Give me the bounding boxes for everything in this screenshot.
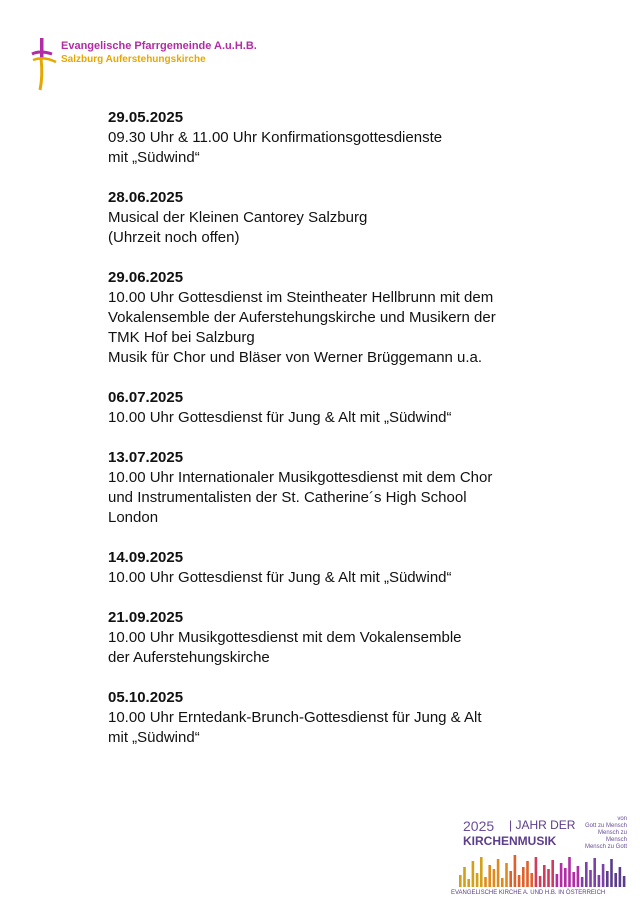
event-list	[108, 108, 558, 768]
music-bar	[493, 869, 496, 887]
music-bar	[614, 873, 617, 887]
event-date: 21.09.2025	[108, 609, 184, 626]
music-bar	[535, 857, 538, 887]
event-item	[108, 548, 558, 588]
logo-motto-line: Gott zu Mensch	[584, 823, 627, 829]
event-description-line: TMK Hof bei Salzburg	[108, 329, 255, 346]
music-bar	[610, 859, 613, 887]
event-description-line: 09.30 Uhr & 11.00 Uhr Konfirmationsgottesdienste	[108, 129, 443, 146]
music-bar	[551, 860, 554, 887]
music-bar	[467, 879, 470, 887]
music-bar	[505, 863, 508, 887]
logo-subtitle: EVANGELISCHE KIRCHE A. UND H.B. IN ÖSTERREICH	[451, 890, 606, 896]
event-description-line: 10.00 Uhr Gottesdienst für Jung & Alt mit „Südwind“	[108, 409, 452, 426]
music-bar	[501, 878, 504, 887]
event-description-line: mit „Südwind“	[108, 149, 200, 166]
event-description-line: Musical der Kleinen Cantorey Salzburg	[108, 209, 368, 226]
logo-title-part1: | JAHR DER	[509, 818, 576, 832]
organization-name	[61, 40, 257, 66]
cross-logo-icon	[30, 36, 64, 92]
event-item	[108, 268, 558, 368]
music-bar	[581, 877, 584, 887]
event-description-line: der Auferstehungskirche	[108, 649, 270, 666]
event-item	[108, 108, 558, 168]
event-description-line: 10.00 Uhr Internationaler Musikgottesdienst mit dem Chor	[108, 469, 493, 486]
event-description-line: und Instrumentalisten der St. Catherine´s High School	[108, 489, 467, 506]
music-bar	[606, 871, 609, 887]
music-bar	[602, 864, 605, 887]
music-bar	[568, 857, 571, 887]
music-bar	[509, 871, 512, 887]
music-bar	[522, 867, 525, 887]
org-name-line1: Evangelische Pfarrgemeinde A.u.H.B.	[61, 40, 257, 52]
event-date: 28.06.2025	[108, 189, 184, 206]
music-bar	[589, 870, 592, 887]
music-bar	[488, 865, 491, 887]
music-bar	[530, 873, 533, 887]
event-date: 14.09.2025	[108, 549, 184, 566]
music-bar	[514, 855, 517, 887]
logo-motto-line: Mensch zu Gott	[584, 844, 627, 850]
music-bar	[518, 875, 521, 887]
music-bar	[526, 861, 529, 887]
event-description-line: 10.00 Uhr Gottesdienst für Jung & Alt mit „Südwind“	[108, 569, 452, 586]
logo-year: 2025	[463, 818, 495, 834]
music-bar	[543, 865, 546, 887]
year-of-church-music-logo	[447, 812, 632, 902]
org-name-line2: Salzburg Auferstehungskirche	[61, 54, 206, 65]
music-bars-icon	[459, 851, 629, 887]
event-item	[108, 688, 558, 748]
event-description-line: 10.00 Uhr Erntedank-Brunch-Gottesdienst für Jung & Alt	[108, 709, 482, 726]
music-bar	[480, 857, 483, 887]
event-date: 06.07.2025	[108, 389, 184, 406]
music-bar	[572, 872, 575, 887]
music-bar	[619, 867, 622, 887]
music-bar	[476, 873, 479, 887]
event-description-line: London	[108, 509, 159, 526]
music-bar	[564, 868, 567, 887]
event-date: 13.07.2025	[108, 449, 184, 466]
music-bar	[593, 858, 596, 887]
event-date: 29.06.2025	[108, 269, 184, 286]
music-bar	[539, 876, 542, 887]
music-bar	[484, 877, 487, 887]
event-item	[108, 388, 558, 428]
event-description-line: Musik für Chor und Bläser von Werner Brüggemann u.a.	[108, 349, 483, 366]
event-item	[108, 188, 558, 248]
logo-motto-line: von	[617, 816, 627, 822]
logo-title-part2: KIRCHENMUSIK	[463, 834, 557, 848]
music-bar	[598, 875, 601, 887]
music-bar	[577, 866, 580, 887]
music-bar	[472, 861, 475, 887]
event-description-line: 10.00 Uhr Musikgottesdienst mit dem Vokalensemble	[108, 629, 462, 646]
event-description-line: mit „Südwind“	[108, 729, 200, 746]
music-bar	[623, 876, 626, 887]
music-bar	[585, 862, 588, 887]
music-bar	[497, 859, 500, 887]
event-description-line: 10.00 Uhr Gottesdienst im Steintheater Hellbrunn mit dem	[108, 289, 494, 306]
event-description-line: (Uhrzeit noch offen)	[108, 229, 240, 246]
music-bar	[459, 875, 462, 887]
event-date: 05.10.2025	[108, 689, 184, 706]
music-bar	[556, 874, 559, 887]
church-logo	[30, 36, 290, 92]
event-date: 29.05.2025	[108, 109, 184, 126]
music-bar	[560, 863, 563, 887]
logo-motto-line: Mensch zu Mensch	[597, 830, 627, 843]
music-bar	[463, 867, 466, 887]
music-bar	[547, 869, 550, 887]
event-item	[108, 608, 558, 668]
logo-motto	[577, 816, 627, 851]
event-description-line: Vokalensemble der Auferstehungskirche und Musikern der	[108, 309, 496, 326]
event-item	[108, 448, 558, 528]
